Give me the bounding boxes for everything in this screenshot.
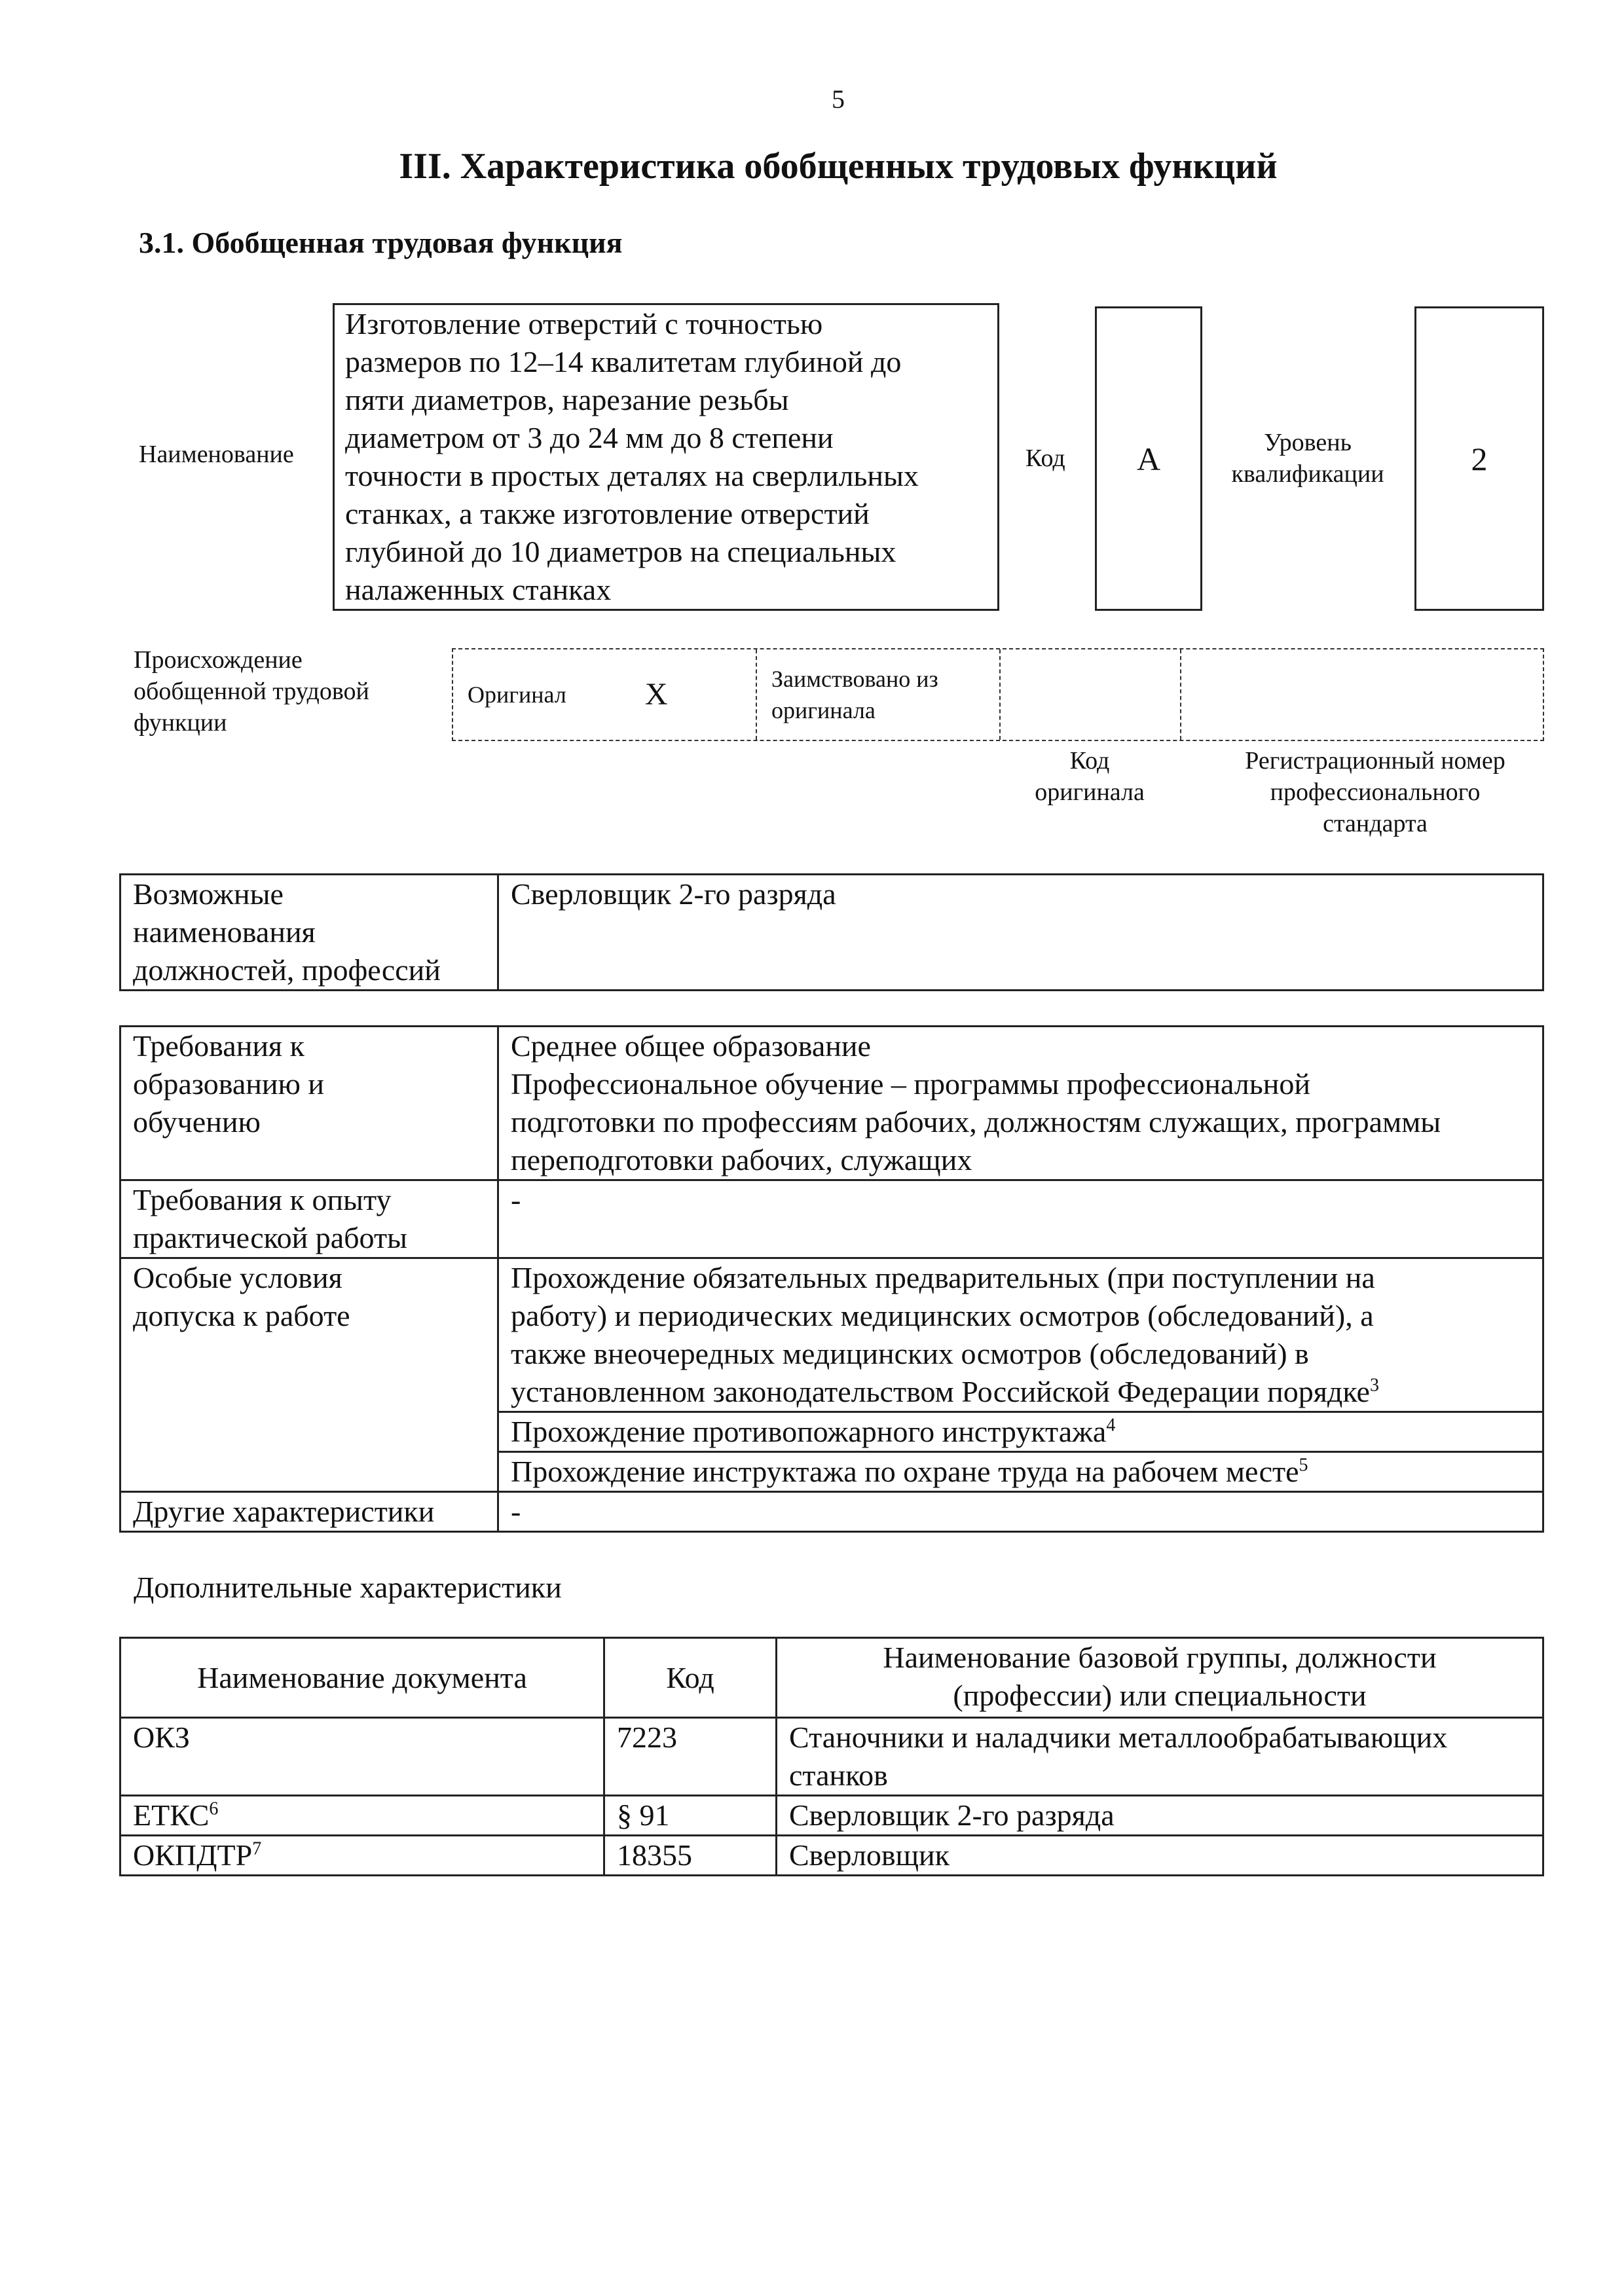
function-name-box	[333, 303, 999, 611]
caption-line: стандарта	[1323, 810, 1428, 837]
positions-label-line: Возможные	[133, 877, 284, 911]
header-group-line: (профессии) или специальности	[953, 1679, 1367, 1712]
conditions-value-cell	[498, 1412, 1543, 1452]
name-label: Наименование	[139, 441, 294, 468]
table-row	[120, 1718, 1543, 1796]
doc-name: ОКЗ	[133, 1721, 190, 1754]
header-row	[120, 1638, 1543, 1718]
conditions-line: также внеочередных медицинских осмотров (обследований) в	[511, 1337, 1309, 1370]
conditions-line-text: установленном законодательством Российской Федерации порядке	[511, 1375, 1370, 1408]
code-label: Код	[1025, 445, 1065, 472]
function-name-line: Изготовление отверстий с точностью	[345, 307, 823, 340]
positions-label-line: должностей, профессий	[133, 953, 441, 987]
caption-line: профессионального	[1270, 778, 1481, 806]
positions-value-cell	[498, 875, 1543, 991]
education-label-cell	[120, 1027, 498, 1180]
header-doc: Наименование документа	[120, 1638, 604, 1718]
positions-row	[120, 875, 1543, 991]
conditions-text: Прохождение инструктажа по охране труда на рабочем месте	[511, 1455, 1299, 1488]
education-row	[120, 1027, 1543, 1180]
original-code-caption	[999, 745, 1180, 808]
row-label-line: Требования к опыту	[133, 1183, 392, 1216]
row-label-line: образованию и	[133, 1067, 324, 1101]
positions-value: Сверловщик 2-го разряда	[511, 877, 836, 911]
other-value: -	[511, 1495, 521, 1528]
footnote-ref: 7	[252, 1838, 262, 1859]
level-value-box	[1414, 306, 1544, 611]
row-label-line: Требования к	[133, 1029, 304, 1063]
footnote-ref: 6	[209, 1798, 219, 1819]
doc-cell	[120, 1796, 604, 1836]
code-cell: 7223	[604, 1718, 777, 1796]
experience-value-cell	[498, 1180, 1543, 1258]
education-line: Среднее общее образование	[511, 1029, 871, 1063]
conditions-row	[120, 1258, 1543, 1412]
conditions-label-cell	[120, 1258, 498, 1492]
group-cell: Сверловщик	[777, 1836, 1543, 1876]
group-cell	[777, 1718, 1543, 1796]
footnote-ref: 4	[1106, 1415, 1116, 1436]
function-name-line: точности в простых деталях на сверлильных	[345, 459, 919, 492]
caption-line: оригинала	[1035, 778, 1145, 806]
group-cell: Сверловщик 2-го разряда	[777, 1796, 1543, 1836]
table-row	[120, 1796, 1543, 1836]
row-label-line: допуска к работе	[133, 1299, 350, 1332]
function-name-line: станках, а также изготовление отверстий	[345, 497, 870, 530]
original-code-cell	[1001, 649, 1181, 740]
education-value-cell	[498, 1027, 1543, 1180]
positions-label-line: наименования	[133, 915, 316, 949]
original-mark: X	[644, 677, 668, 712]
level-label-line: квалификации	[1231, 460, 1384, 488]
doc-name: ОКПДТР	[133, 1838, 253, 1872]
row-label-line: обучению	[133, 1105, 261, 1139]
header-group	[777, 1638, 1543, 1718]
origin-label-line: обобщенной трудовой	[134, 678, 369, 705]
borrowed-label-line: Заимствовано из	[771, 666, 938, 692]
original-label: Оригинал	[468, 682, 566, 708]
experience-value: -	[511, 1183, 521, 1216]
education-line: Профессиональное обучение – программы профессиональной	[511, 1067, 1310, 1101]
row-label-line: Особые условия	[133, 1261, 342, 1294]
borrowed-label-line: оригинала	[771, 697, 876, 723]
footnote-ref: 5	[1299, 1455, 1308, 1476]
doc-cell	[120, 1836, 604, 1876]
other-label-cell	[120, 1492, 498, 1532]
group-line: станков	[789, 1758, 888, 1792]
group-line: Станочники и наладчики металлообрабатывающих	[789, 1721, 1448, 1754]
doc-name: ЕТКС	[133, 1798, 210, 1832]
additional-title: Дополнительные характеристики	[134, 1571, 562, 1604]
borrowed-cell	[757, 649, 1001, 740]
conditions-line: Прохождение обязательных предварительных (при поступлении на	[511, 1261, 1375, 1294]
level-label-line: Уровень	[1264, 429, 1352, 456]
origin-label-line: функции	[134, 709, 227, 737]
level-label	[1219, 427, 1396, 490]
function-name-line: пяти диаметров, нарезание резьбы	[345, 383, 789, 416]
caption-line: Регистрационный номер	[1245, 747, 1505, 774]
reg-number-caption	[1192, 745, 1559, 839]
row-label-line: Другие характеристики	[133, 1495, 435, 1528]
conditions-text: Прохождение противопожарного инструктажа	[511, 1415, 1107, 1448]
origin-label	[134, 644, 369, 738]
code-cell: § 91	[604, 1796, 777, 1836]
table-row	[120, 1836, 1543, 1876]
level-value: 2	[1471, 440, 1488, 477]
header-code: Код	[604, 1638, 777, 1718]
function-name-line: налаженных станках	[345, 573, 612, 606]
subsection-heading: 3.1. Обобщенная трудовая функция	[139, 226, 623, 259]
positions-table	[119, 873, 1544, 991]
doc-cell	[120, 1718, 604, 1796]
code-cell: 18355	[604, 1836, 777, 1876]
row-label-line: практической работы	[133, 1221, 407, 1254]
origin-row	[452, 648, 1544, 741]
origin-label-line: Происхождение	[134, 646, 303, 674]
requirements-table	[119, 1025, 1544, 1533]
other-row	[120, 1492, 1543, 1532]
conditions-line: работу) и периодических медицинских осмотров (обследований), а	[511, 1299, 1374, 1332]
header-group-line: Наименование базовой группы, должности	[883, 1641, 1437, 1674]
positions-label-cell	[120, 875, 498, 991]
function-name-line: размеров по 12–14 квалитетам глубиной до	[345, 345, 902, 378]
education-line: переподготовки рабочих, служащих	[511, 1143, 972, 1176]
caption-line: Код	[1069, 747, 1110, 774]
code-value-box	[1095, 306, 1202, 611]
other-value-cell	[498, 1492, 1543, 1532]
page-number: 5	[832, 84, 845, 114]
function-name-line: диаметром от 3 до 24 мм до 8 степени	[345, 421, 834, 454]
code-value: A	[1136, 440, 1161, 477]
experience-row	[120, 1180, 1543, 1258]
experience-label-cell	[120, 1180, 498, 1258]
footnote-ref: 3	[1369, 1375, 1379, 1396]
conditions-value-cell	[498, 1258, 1543, 1412]
additional-table	[119, 1637, 1544, 1876]
conditions-line	[511, 1373, 1530, 1411]
section-heading: III. Характеристика обобщенных трудовых функций	[399, 146, 1278, 187]
education-line: подготовки по профессиям рабочих, должностям служащих, программы	[511, 1105, 1441, 1139]
function-name-line: глубиной до 10 диаметров на специальных	[345, 535, 896, 568]
reg-number-cell	[1181, 649, 1543, 740]
original-cell	[453, 649, 757, 740]
conditions-value-cell	[498, 1452, 1543, 1492]
